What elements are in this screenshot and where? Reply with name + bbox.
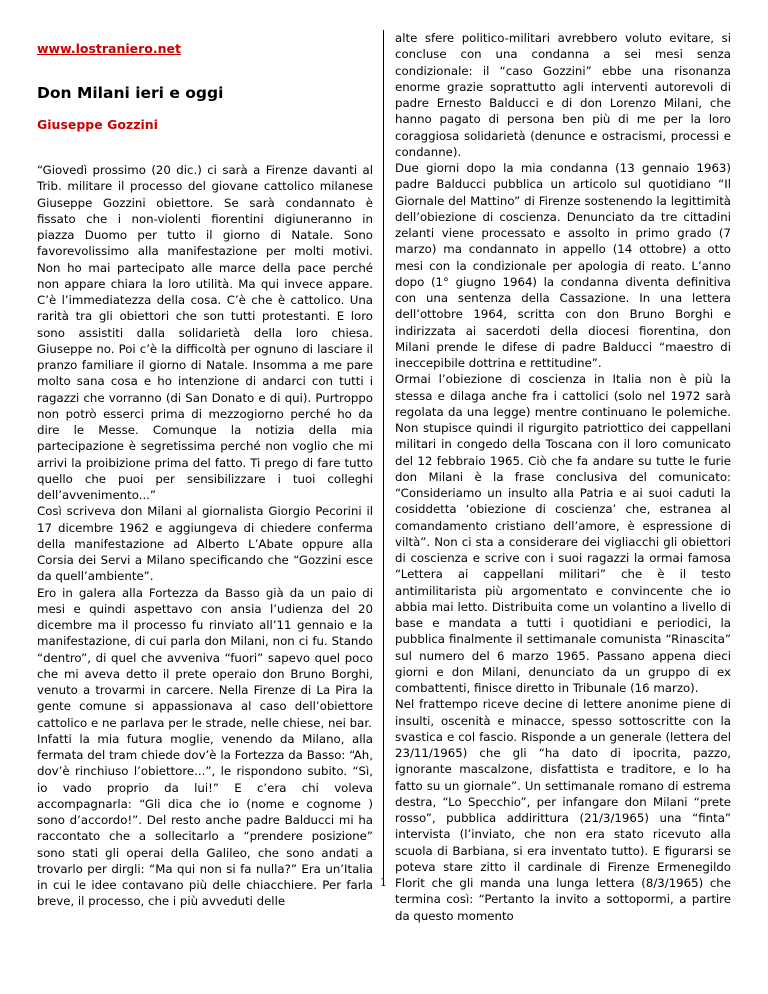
column-divider (383, 30, 384, 885)
page-number: 1 (380, 876, 387, 889)
paragraph: “Giovedì prossimo (20 dic.) ci sarà a Firenze davanti al Trib. militare il processo del giovane cattolico milanese Giuseppe Gozzini obiettore. Se sarà condannato è fissato che i non-violenti fiorentini digiuneranno in piazza Duomo per tutto il giorno di Natale. Sono favorevolissimo alla manifestazione per molti motivi. Non ho mai partecipato alle marce della pace perché non appare chiara la loro utilità. Ma qui invece appare. C’è l’immediatezza della cosa. C’è che è cattolico. Una rarità tra gli obiettori che son tutti protestanti. E loro sono assistiti dalla solidarietà della loro chiesa. Giuseppe no. Poi c’è la difficoltà per ognuno di lasciare il pranzo familiare il giorno di Natale. Insomma a me pare molto sana cosa e ho intenzione di andarci con tutti i ragazzi che vorranno (di San Donato e di qui). Purtroppo non potrò esserci prima di mezzogiorno perché ho da dire le Messe. Comunque la notizia della mia partecipazione è segretissima perché non voglio che mi arrivi la proibizione prima del fatto. Ti prego di fare tutto quello che puoi per sensibilizzare i tuoi colleghi dell’avvenimento...” (37, 163, 373, 502)
site-link[interactable]: www.lostraniero.net (37, 41, 181, 56)
paragraph: alte sfere politico-militari avrebbero voluto evitare, si concluse con una condanna a sei mesi senza condizionale: il “caso Gozzini” ebbe una risonanza enorme grazie soprattutto agli interventi autorevoli di padre Ernesto Balducci e di don Lorenzo Milani, che hanno pagato di persona ben più di me per la loro coraggiosa solidarietà (denunce e ostracismi, processi e condanne). (395, 31, 731, 159)
paragraph: Ero in galera alla Fortezza da Basso già da un paio di mesi e quindi aspettavo con ansia l’udienza del 20 dicembre ma il processo fu rinviato all’11 gennaio e la manifestazione, di cui parla don Milani, non ci fu. Stando “dentro”, di quel che avveniva “fuori” sapevo quel poco che mi aveva detto il prete operaio don Bruno Borghi, venuto a trovarmi in carcere. Nella Firenze di La Pira la gente comune si appassionava al caso dell’obiettore cattolico e ne parlava per le strade, nelle chiese, nei bar. (37, 585, 373, 730)
paragraph: Nel frattempo riceve decine di lettere anonime piene di insulti, oscenità e minacce, spesso sottoscritte con la svastica e col fascio. Risponde a un generale (lettera del 23/11/1965) che gli “ha dato di ipocrita, pazzo, ignorante mascalzone, disfattista e traditore, e lo ha fatto su un giornale”. Un settimanale romano di estrema destra, “Lo Specchio”, per infangare don Milani “prete rosso”, pubblica addirittura (21/3/1965) una “finta” intervista (l’inviato, che non era stato ricevuto alla scuola di Barbiana, si era inventato tutto). E figurarsi se poteva stare zitto il cardinale di Firenze Ermenegildo Florit che gli manda una lunga lettera (8/3/1965) che termina così: “Pertanto la invito a sottopormi, a partire da questo momento (395, 697, 731, 923)
paragraph: Così scriveva don Milani al giornalista Giorgio Pecorini il 17 dicembre 1962 e aggiungeva di chiedere conferma della manifestazione ad Alberto L’Abate oppure alla Corsia dei Servi a Milano specificando che “Gozzini esce da quell’ambiente”. (37, 504, 373, 584)
paragraph: Due giorni dopo la mia condanna (13 gennaio 1963) padre Balducci pubblica un articolo sul quotidiano “Il Giornale del Mattino” di Firenze sostenendo la legittimità dell’obiezione di coscienza. Denunciato da tre cittadini zelanti viene processato e assolto in primo grado (7 marzo) ma condannato in appello (14 ottobre) a otto mesi con la condizionale per apologia di reato. L’anno dopo (1° giugno 1964) la condanna diventa definitiva con una sentenza della Cassazione. In una lettera dell’ottobre 1964, scritta con don Bruno Borghi e indirizzata ai sacerdoti della diocesi fiorentina, don Milani prende le difese di padre Balducci “maestro di ineccepibile dottrina e rettitudine”. (395, 161, 731, 370)
left-column-body (37, 162, 373, 910)
article-author: Giuseppe Gozzini (37, 117, 158, 132)
paragraph: Infatti la mia futura moglie, venendo da Milano, alla fermata del tram chiede dov’è la Fortezza da Basso: “Ah, dov’è rinchiuso l’obiettore...”, le rispondono subito. “Sì, io vado proprio da lui!” E c’era chi voleva accompagnarla: “Gli dica che io (nome e cognome ) sono d’accordo!”. Del resto anche padre Balducci mi ha raccontato che a sollecitarlo a “prendere posizione” sono stati gli operai della Galileo, che sono andati a trovarlo per dirgli: “Ma qui non si fa nulla?” Era un’Italia in cui le idee contavano più delle chiacchiere. Per farla breve, il processo, che i più avveduti delle (37, 731, 373, 909)
right-column-body (395, 30, 731, 924)
paragraph: Ormai l’obiezione di coscienza in Italia non è più la stessa e dilaga anche fra i cattolici (solo nel 1972 sarà regolata da una legge) mentre continuano le polemiche. Non stupisce quindi il rigurgito patriottico dei cappellani militari in congedo della Toscana con il loro comunicato del 12 febbraio 1965. Ciò che fa andare su tutte le furie don Milani è la frase conclusiva del comunicato: “Consideriamo un insulto alla Patria e ai suoi caduti la cosiddetta ‘obiezione di coscienza’ che, estranea al comandamento cristiano dell’amore, è espressione di viltà”. Non ci sta a considerare dei vigliacchi gli obiettori di coscienza e scrive con i suoi ragazzi la ormai famosa “Lettera ai cappellani militari” che è il testo antimilitarista più argomentato e convincente che io abbia mai letto. Distribuita come un volantino a livello di base e mandata a tutti i quotidiani e periodici, la pubblica finalmente il settimanale comunista “Rinascita” sul numero del 6 marzo 1965. Passano appena dieci giorni e don Milani, denunciato da un gruppo di ex combattenti, finisce diretto in Tribunale (16 marzo). (395, 372, 731, 695)
article-title: Don Milani ieri e oggi (37, 84, 224, 102)
